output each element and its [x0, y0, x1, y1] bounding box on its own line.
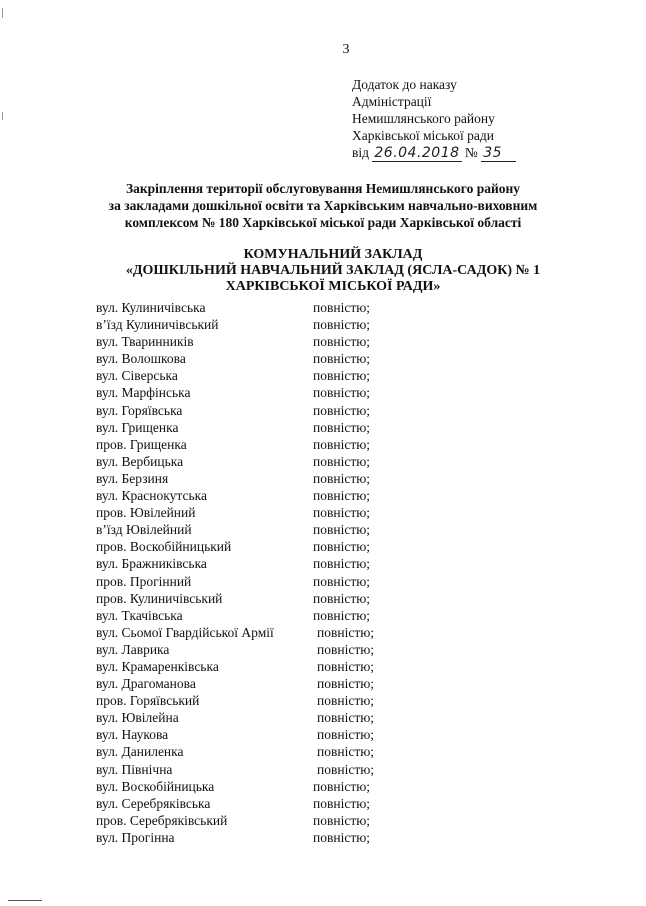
street-name: вул. Північна: [96, 761, 173, 777]
date-prefix: від: [352, 145, 369, 160]
street-name: в’їзд Ювілейний: [96, 522, 192, 538]
coverage-status: повністю;: [313, 795, 371, 811]
street-name: вул. Даниленка: [96, 744, 184, 760]
scan-bottom-mark: [8, 900, 42, 901]
coverage-status: повністю;: [313, 368, 371, 384]
coverage-status: повністю;: [317, 744, 375, 760]
approval-line: Додаток до наказу: [352, 77, 457, 92]
coverage-status: повністю;: [313, 334, 371, 350]
street-name: вул. Лаврика: [96, 641, 170, 657]
coverage-status: повністю;: [317, 658, 375, 674]
coverage-status: повністю;: [317, 676, 375, 692]
institution-line: «ДОШКІЛЬНИЙ НАВЧАЛЬНИЙ ЗАКЛАД (ЯСЛА-САДОК) № 1: [125, 263, 541, 278]
coverage-status: повністю;: [317, 693, 375, 709]
street-name: пров. Горяївський: [96, 693, 200, 709]
coverage-status: повністю;: [313, 317, 371, 333]
coverage-status: повністю;: [313, 453, 371, 469]
street-name: вул. Горяївська: [96, 402, 183, 418]
coverage-status: повністю;: [313, 607, 371, 623]
coverage-status: повністю;: [313, 351, 371, 367]
approval-block: [352, 76, 516, 162]
street-name: вул. Драгоманова: [96, 676, 196, 692]
street-name: вул. Серебряківська: [96, 795, 211, 811]
handwritten-date: 26.04.2018: [374, 145, 460, 161]
street-name: вул. Воскобійницька: [96, 778, 215, 794]
street-name: пров. Прогінний: [96, 573, 192, 589]
street-name: вул. Прогінна: [96, 829, 175, 845]
street-name: вул. Берзиня: [96, 470, 169, 486]
institution-line: ХАРКІВСЬКОЇ МІСЬКОЇ РАДИ»: [225, 279, 441, 294]
street-name: вул. Вербицька: [96, 453, 184, 469]
coverage-status: повністю;: [317, 641, 375, 657]
street-name: пров. Грищенка: [96, 436, 187, 452]
title-line: Закріплення території обслуговування Немишлянського району: [125, 181, 521, 196]
coverage-status: повністю;: [313, 829, 371, 845]
street-name: вул. Ткачівська: [96, 607, 183, 623]
approval-line: Харківської міської ради: [352, 128, 495, 143]
coverage-status: повністю;: [317, 710, 375, 726]
coverage-status: повністю;: [313, 812, 371, 828]
street-name: вул. Сьомої Гвардійської Армії: [96, 624, 274, 640]
street-name: пров. Воскобійницький: [96, 539, 232, 555]
title-line: за закладами дошкільної освіти та Харківським навчально-виховним: [108, 198, 538, 213]
street-name: пров. Серебряківський: [96, 812, 228, 828]
approval-line: Немишлянського району: [352, 111, 495, 126]
coverage-status: повністю;: [317, 761, 375, 777]
coverage-status: повністю;: [313, 488, 371, 504]
coverage-status: повністю;: [313, 300, 371, 315]
handwritten-order-number: 35: [481, 145, 516, 162]
street-name: вул. Марфінська: [96, 385, 191, 401]
coverage-status: повністю;: [317, 727, 375, 743]
street-name: вул. Ювілейна: [96, 710, 179, 726]
coverage-status: повністю;: [313, 470, 371, 486]
coverage-status: повністю;: [313, 539, 371, 555]
street-name: вул. Волошкова: [96, 351, 186, 367]
scan-margin-mark: [2, 8, 3, 18]
approval-line: Адміністрації: [352, 94, 432, 109]
coverage-status: повністю;: [313, 778, 371, 794]
coverage-status: повністю;: [313, 419, 371, 435]
coverage-status: повністю;: [313, 402, 371, 418]
title-line: комплексом № 180 Харківської міської ради Харківської області: [124, 215, 522, 230]
institution-heading: [60, 247, 606, 295]
coverage-status: повністю;: [313, 522, 371, 538]
street-name: вул. Крамаренківська: [96, 658, 219, 674]
street-name: в’їзд Кулиничівський: [96, 317, 219, 333]
coverage-status: повністю;: [313, 385, 371, 401]
street-name: вул. Кулиничівська: [96, 300, 206, 315]
street-name: пров. Кулиничівський: [96, 590, 223, 606]
coverage-status: повністю;: [313, 505, 371, 521]
page-number: 3: [342, 42, 350, 57]
scan-margin-mark: [2, 112, 3, 120]
approval-date-line: [352, 144, 516, 162]
coverage-status: повністю;: [313, 573, 371, 589]
coverage-status: повністю;: [313, 556, 371, 572]
street-name: пров. Ювілейний: [96, 505, 196, 521]
document-title: [40, 180, 606, 231]
coverage-status: повністю;: [313, 590, 371, 606]
street-name: вул. Краснокутська: [96, 488, 207, 504]
street-name: вул. Грищенка: [96, 419, 179, 435]
coverage-status: повністю;: [317, 624, 375, 640]
institution-line: КОМУНАЛЬНИЙ ЗАКЛАД: [243, 247, 423, 262]
street-name: вул. Бражниківська: [96, 556, 207, 572]
coverage-status: повністю;: [313, 436, 371, 452]
street-name: вул. Тваринників: [96, 334, 194, 350]
street-name: вул. Наукова: [96, 727, 169, 743]
street-name: вул. Сіверська: [96, 368, 178, 384]
number-prefix: №: [464, 145, 478, 160]
